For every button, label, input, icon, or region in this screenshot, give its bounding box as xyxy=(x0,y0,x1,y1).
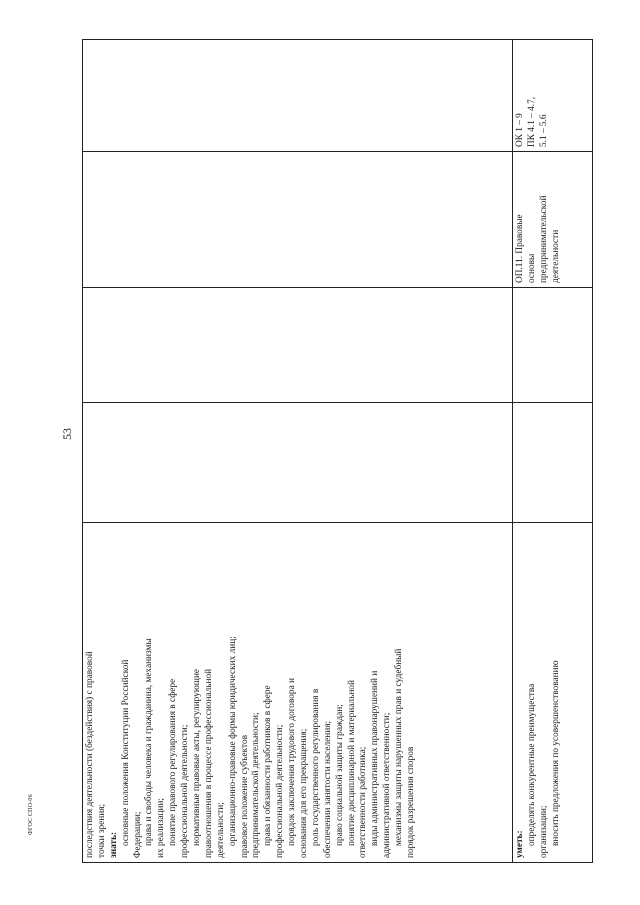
text-line: понятие дисциплинарной и материальной xyxy=(346,680,357,846)
text-line: право социальной защиты граждан; xyxy=(334,704,345,846)
text-line: административной ответственности; xyxy=(382,712,393,858)
text-line: понятие правового регулирования в сфере xyxy=(168,678,179,846)
text-line: предпринимательской xyxy=(538,195,549,283)
text-line: ответственности работника; xyxy=(358,746,369,858)
competency-cell xyxy=(513,40,593,152)
text-line: ОП.11. Правовые xyxy=(515,214,525,283)
empty-cell xyxy=(513,288,593,403)
text-line: их реализации; xyxy=(156,798,167,858)
text-line: последствия деятельности (бездействия) с правовой xyxy=(85,651,95,858)
text-line: профессиональной деятельности; xyxy=(180,724,191,858)
text-line: предпринимательской деятельности; xyxy=(251,712,262,858)
text-line: деятельности; xyxy=(215,802,226,858)
skills-cell xyxy=(513,523,593,863)
text-line: основания для его прекращения; xyxy=(299,728,310,858)
text-line: обеспечении занятости населения; xyxy=(322,720,333,858)
text-line: ОК 1 – 9 xyxy=(515,113,525,147)
text-line: правовое положение субъектов xyxy=(239,735,250,858)
empty-cell xyxy=(513,403,593,523)
text-line: правоотношения в процессе профессиональной xyxy=(203,668,214,858)
text-line: основные положения Конституции Российской xyxy=(120,659,131,846)
competency-codes xyxy=(515,44,551,147)
text-line: ПК 4.1 – 4.7, xyxy=(526,96,537,147)
text-line: организации; xyxy=(538,805,549,858)
text-line: Федерации; xyxy=(132,811,143,858)
skills-list xyxy=(515,527,563,858)
empty-cell xyxy=(83,152,513,288)
text-line: роль государственного регулирования в xyxy=(310,688,321,846)
empty-cell xyxy=(83,288,513,403)
knowledge-cell xyxy=(83,523,513,863)
discipline-cell xyxy=(513,152,593,288)
text-line: профессиональной деятельности; xyxy=(275,724,286,858)
discipline-name xyxy=(515,156,563,283)
text-line: порядок заключения трудового договора и xyxy=(287,678,298,846)
text-line: основы xyxy=(526,253,537,283)
empty-cell xyxy=(83,403,513,523)
rotated-table-container xyxy=(82,40,592,863)
text-line: знать: xyxy=(108,831,119,858)
text-line: уметь: xyxy=(515,830,525,858)
empty-cell xyxy=(83,40,513,152)
knowledge-list xyxy=(85,527,418,858)
text-line: точки зрения; xyxy=(96,803,107,858)
page-number: 53 xyxy=(60,428,74,440)
text-line: 5.1 – 5.6 xyxy=(538,114,549,147)
text-line: вносить предложения по усовершенствованию xyxy=(550,660,561,846)
table-row-skills xyxy=(513,40,593,863)
text-line: нормативные правовые акты, регулирующие xyxy=(192,668,203,846)
text-line: организационно-правовые формы юридических лиц; xyxy=(227,636,238,846)
text-line: виды административных правонарушений и xyxy=(370,670,381,846)
text-line: порядок разрешения споров xyxy=(406,746,417,858)
text-line: деятельности xyxy=(550,229,561,283)
footer-label: ФГОС СПО-06 xyxy=(28,794,34,835)
text-line: права и обязанности работников в сфере xyxy=(263,685,274,846)
table-row-knowledge xyxy=(83,40,513,863)
text-line: механизмы защиты нарушенных прав и судебный xyxy=(394,648,405,846)
text-line: права и свободы человека и гражданина, механизмы xyxy=(144,638,155,846)
curriculum-table xyxy=(82,39,593,863)
text-line: определять конкурентные преимущества xyxy=(526,683,537,846)
